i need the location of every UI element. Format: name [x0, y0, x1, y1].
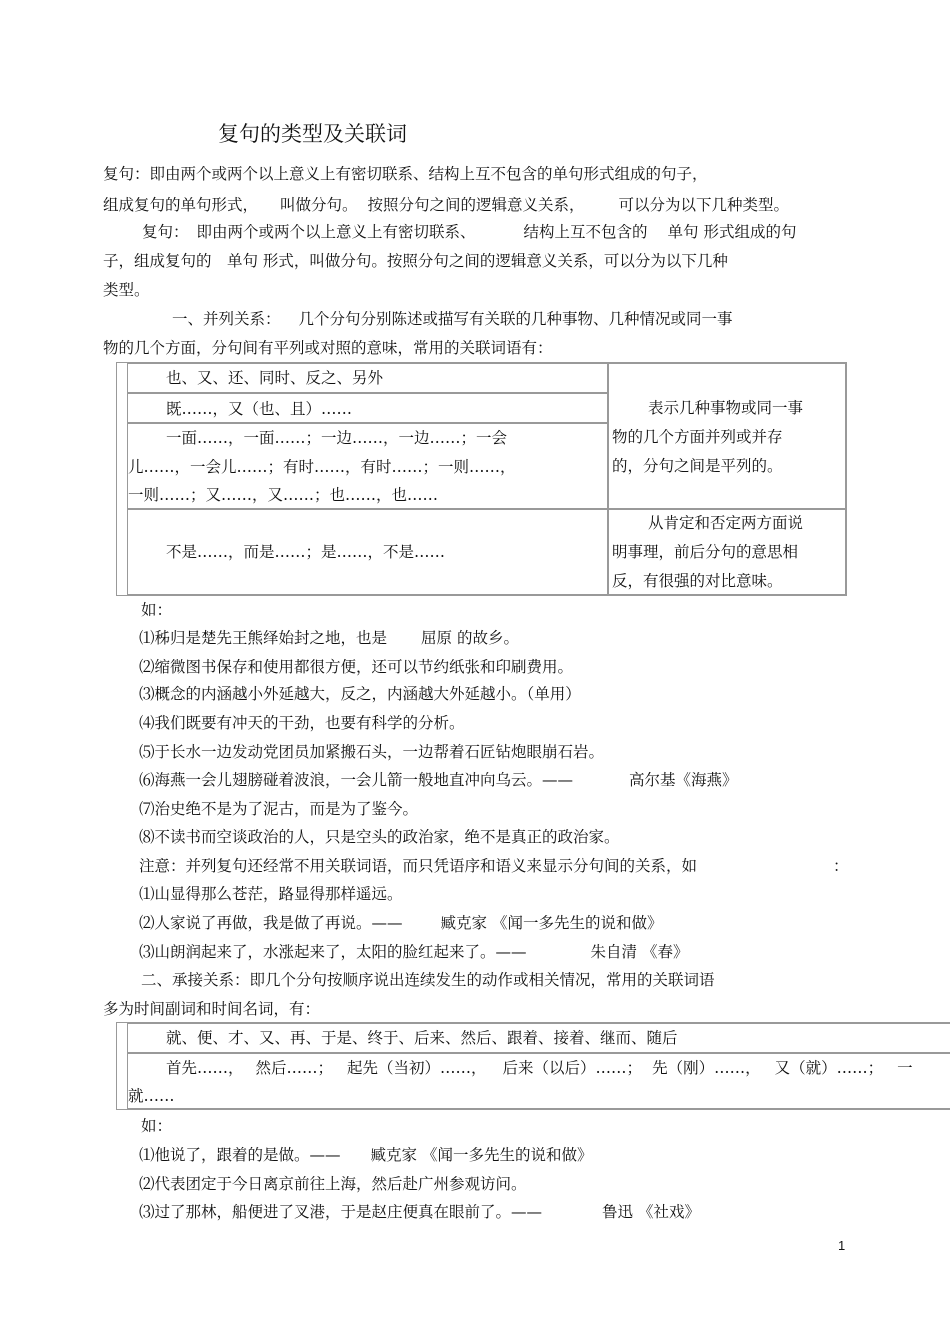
example-2-1 — [139, 1145, 592, 1165]
page-title: 复句的类型及关联词 — [218, 122, 407, 146]
table2-r2-d: 后来（以后）……； — [502, 1059, 643, 1077]
note-example-2a: ⑵人家说了再做，我是做了再说。—— — [139, 914, 403, 932]
table1-row-3-line-1: 一面……，一面……；一边……，一边……；一会 — [166, 429, 508, 447]
intro-line-2b: 叫做分句。 — [280, 196, 358, 214]
intro-line-1: 复句：即由两个或两个以上意义上有密切联系、结构上互不包含的单句形式组成的句子， — [103, 165, 708, 183]
table2-row-1-text: 就、便、才、又、再、于是、终于、后来、然后、跟着、接着、继而、随后 — [166, 1029, 678, 1047]
example-1-6b: 高尔基《海燕》 — [629, 771, 738, 789]
section-1-title: 一、并列关系： — [172, 310, 281, 328]
examples-2-label: 如： — [141, 1117, 173, 1135]
table2-r2-c: 起先（当初）……， — [347, 1059, 487, 1077]
table2-r2-g: 一 — [897, 1059, 913, 1077]
note-example-3b: 朱自清 《春》 — [590, 943, 689, 961]
section-1-desc: 几个分句分别陈述或描写有关联的几种事物、几种情况或同一事 — [298, 310, 733, 328]
intro-line-2 — [103, 195, 789, 215]
note-example-2b: 臧克家 《闻一多先生的说和做》 — [440, 914, 663, 932]
intro-line-2c: 按照分句之间的逻辑意义关系， — [367, 196, 585, 214]
table2-row-1 — [127, 1023, 950, 1053]
table1-desc-1 — [607, 363, 846, 509]
example-2-1a: ⑴他说了，跟着的是做。—— — [139, 1146, 341, 1164]
page-number: 1 — [838, 1238, 846, 1253]
section-2-heading: 二、承接关系：即几个分句按顺序说出连续发生的动作或相关情况，常用的关联词语 — [141, 971, 715, 989]
examples-1-label: 如： — [141, 601, 173, 619]
conjunction-table-1 — [116, 362, 847, 596]
intro-p2-line-1 — [142, 222, 796, 242]
table1-row-1 — [127, 363, 609, 393]
example-1-1a: ⑴秭归是楚先王熊绎始封之地，也是 — [139, 629, 388, 647]
example-1-1 — [139, 628, 519, 648]
table1-row-3 — [127, 423, 609, 509]
table1-row-4-text: 不是……，而是……；是……，不是…… — [166, 543, 446, 561]
table1-desc-2 — [607, 509, 846, 595]
intro-line-2d: 可以分为以下几种类型。 — [618, 196, 790, 214]
section-1-heading — [172, 309, 733, 329]
note-colon: ： — [833, 857, 849, 875]
section-2-heading-line-2: 多为时间副词和时间名词，有： — [103, 1000, 321, 1018]
example-2-3b: 鲁迅 《社戏》 — [602, 1203, 700, 1221]
intro-p2-1d: 单句 形式组成的句 — [667, 223, 797, 241]
table2-row-2-line-2: 就…… — [128, 1087, 175, 1105]
example-1-1b: 屈原 的故乡。 — [421, 629, 519, 647]
example-1-5: ⑸于长水一边发动党团员加紧搬石头，一边帮着石匠钻炮眼崩石岩。 — [139, 743, 605, 761]
example-2-3a: ⑶过了那林，船便进了叉港，于是赵庄便真在眼前了。—— — [139, 1203, 543, 1221]
section-1-heading-line-2: 物的几个方面，分句间有平列或对照的意味，常用的关联词语有： — [103, 339, 553, 357]
table1-desc-2-line-2: 明事理，前后分句的意思相 — [612, 543, 799, 561]
example-1-4: ⑷我们既要有冲天的干劲，也要有科学的分析。 — [139, 714, 465, 732]
example-1-2: ⑵缩微图书保存和使用都很方便，还可以节约纸张和印刷费用。 — [139, 658, 574, 676]
intro-p2-line-3: 类型。 — [103, 281, 150, 299]
example-1-7: ⑺治史绝不是为了泥古，而是为了鉴今。 — [139, 800, 419, 818]
table2-row-2 — [127, 1053, 950, 1109]
table1-desc-2-line-3: 反，有很强的对比意味。 — [612, 572, 783, 590]
example-1-8: ⑻不读书而空谈政治的人，只是空头的政治家，绝不是真正的政治家。 — [139, 828, 620, 846]
example-2-3 — [139, 1202, 700, 1222]
table1-row-1-text: 也、又、还、同时、反之、另外 — [166, 369, 384, 387]
table1-row-4 — [127, 509, 609, 595]
note-example-1: ⑴山显得那么苍茫，路显得那样遥远。 — [139, 885, 403, 903]
conjunction-table-2 — [116, 1022, 950, 1110]
table1-row-3-line-2: 儿……，一会儿……；有时……，有时……；一则……， — [128, 458, 516, 476]
intro-p2-1c: 结构上互不包含的 — [523, 223, 648, 241]
intro-p2-1b: 即由两个或两个以上意义上有密切联系、 — [196, 223, 476, 241]
intro-p2-1a: 复句： — [142, 223, 189, 241]
example-1-3: ⑶概念的内涵越小外延越大，反之，内涵越大外延越小。（单用） — [139, 685, 581, 703]
table1-desc-1-line-1: 表示几种事物或同一事 — [648, 399, 804, 417]
table2-r2-a: 首先……， — [166, 1059, 244, 1077]
example-1-6a: ⑹海燕一会儿翅膀碰着波浪，一会儿箭一般地直冲向乌云。—— — [139, 771, 574, 789]
table1-desc-1-line-3: 的，分句之间是平列的。 — [612, 457, 783, 475]
table1-row-3-line-3: 一则……；又……，又……；也……，也…… — [128, 486, 439, 504]
table1-desc-2-line-1: 从肯定和否定两方面说 — [648, 514, 804, 532]
example-2-2: ⑵代表团定于今日离京前往上海，然后赴广州参观访问。 — [139, 1175, 527, 1193]
table1-row-2 — [127, 393, 609, 423]
note-example-2 — [139, 913, 662, 933]
table1-desc-1-line-2: 物的几个方面并列或并存 — [612, 428, 783, 446]
note-example-3a: ⑶山朗润起来了，水涨起来了，太阳的脸红起来了。—— — [139, 943, 527, 961]
example-1-6 — [139, 770, 738, 790]
table2-r2-e: 先（刚）……， — [652, 1059, 761, 1077]
note-example-3 — [139, 942, 688, 962]
intro-p2-line-2: 子，组成复句的 单句 形式，叫做分句。按照分句之间的逻辑意义关系，可以分为以下几种 — [103, 252, 728, 270]
table2-r2-f: 又（就）……； — [774, 1059, 884, 1077]
table2-row-2-line-1 — [166, 1058, 913, 1078]
note-line: 注意：并列复句还经常不用关联词语，而只凭语序和语义来显示分句间的关系，如 — [139, 857, 698, 875]
example-2-1b: 臧克家 《闻一多先生的说和做》 — [370, 1146, 593, 1164]
table1-row-2-text: 既……，又（也、且）…… — [166, 400, 353, 418]
table2-r2-b: 然后……； — [255, 1059, 334, 1077]
intro-line-2a: 组成复句的单句形式， — [103, 196, 259, 214]
